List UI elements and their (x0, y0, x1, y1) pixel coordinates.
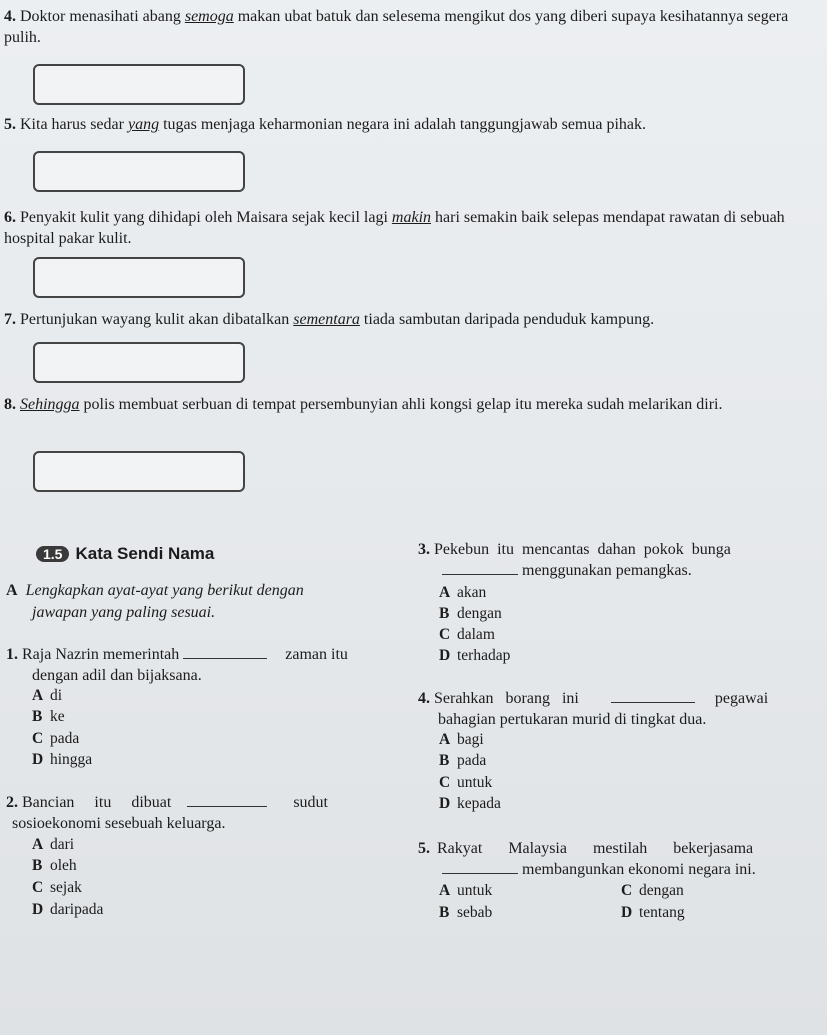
underlined-word: Sehingga (20, 396, 80, 413)
option-b[interactable]: B oleh (32, 857, 77, 874)
answer-blank[interactable] (187, 806, 267, 807)
question-7: 7. Pertunjukan wayang kulit akan dibatalkan sementara tiada sambutan daripada penduduk kampung. (4, 311, 655, 328)
instruction-letter: A (6, 582, 18, 599)
answer-box-7[interactable] (33, 342, 245, 383)
option-a[interactable]: A akan (439, 584, 487, 601)
answer-blank[interactable] (183, 658, 267, 659)
question-number: 6. (4, 209, 16, 226)
answer-box-6[interactable] (33, 257, 245, 298)
option-d[interactable]: D hingga (32, 751, 93, 768)
left-question-1: 1. Raja Nazrin memerintah zaman itu dengan adil dan bijaksana. (6, 646, 348, 684)
option-a[interactable]: A dari (32, 836, 75, 853)
underlined-word: semoga (184, 8, 234, 25)
answer-box-8[interactable] (33, 451, 245, 492)
option-b[interactable]: B sebab (439, 904, 493, 921)
option-c[interactable]: C untuk (439, 774, 493, 791)
underlined-word: yang (127, 116, 160, 133)
underlined-word: makin (391, 209, 432, 226)
question-number: 8. (4, 396, 16, 413)
option-c[interactable]: C sejak (32, 879, 82, 896)
answer-blank[interactable] (442, 574, 518, 575)
option-a[interactable]: A bagi (439, 731, 484, 748)
option-c[interactable]: C dalam (439, 626, 495, 643)
question-number: 4. (4, 8, 16, 25)
option-c[interactable]: C dengan (621, 882, 684, 899)
question-5: 5. Kita harus sedar yang tugas menjaga keharmonian negara ini adalah tanggungjawab semua pihak. (4, 116, 647, 133)
underlined-word: sementara (293, 311, 360, 328)
question-number: 7. (4, 311, 16, 328)
left-question-2: 2. Bancian itu dibuat sudut sosioekonomi sesebuah keluarga. (6, 794, 328, 832)
option-d[interactable]: D daripada (32, 901, 104, 918)
option-d[interactable]: D tentang (621, 904, 685, 921)
answer-box-4[interactable] (33, 64, 245, 105)
question-8: 8. Sehingga polis membuat serbuan di tempat persembunyian ahli kongsi gelap itu mereka sudah melarikan diri. (4, 396, 723, 413)
option-b[interactable]: B pada (439, 752, 487, 769)
instruction: A Lengkapkan ayat-ayat yang berikut dengan jawapan yang paling sesuai. (6, 582, 304, 621)
option-b[interactable]: B ke (32, 708, 65, 725)
right-question-4: 4. Serahkan borang ini pegawai bahagian pertukaran murid di tingkat dua. (418, 690, 769, 728)
right-question-5: 5. Rakyat Malaysia mestilah bekerjasama membangunkan ekonomi negara ini. (418, 840, 756, 878)
section-badge: 1.5 (36, 546, 69, 562)
answer-blank[interactable] (442, 873, 518, 874)
answer-box-5[interactable] (33, 151, 245, 192)
option-b[interactable]: B dengan (439, 605, 502, 622)
question-4: 4. Doktor menasihati abang semoga makan ubat batuk dan selesema mengikut dos yang diberi supaya kesihatannya segera pulih. (4, 8, 789, 46)
question-6: 6. Penyakit kulit yang dihidapi oleh Maisara sejak kecil lagi makin hari semakin baik selepas mendapat rawatan di sebuah hospital pakar kulit. (4, 209, 785, 247)
option-a[interactable]: A untuk (439, 882, 493, 899)
option-a[interactable]: A di (32, 687, 63, 704)
answer-blank[interactable] (611, 702, 695, 703)
right-question-3: 3. Pekebun itu mencantas dahan pokok bunga menggunakan pemangkas. (418, 541, 731, 579)
section-title: Kata Sendi Nama (75, 544, 215, 563)
section-heading (36, 544, 214, 564)
option-c[interactable]: C pada (32, 730, 80, 747)
option-d[interactable]: D kepada (439, 795, 501, 812)
question-number: 5. (4, 116, 16, 133)
option-d[interactable]: D terhadap (439, 647, 511, 664)
